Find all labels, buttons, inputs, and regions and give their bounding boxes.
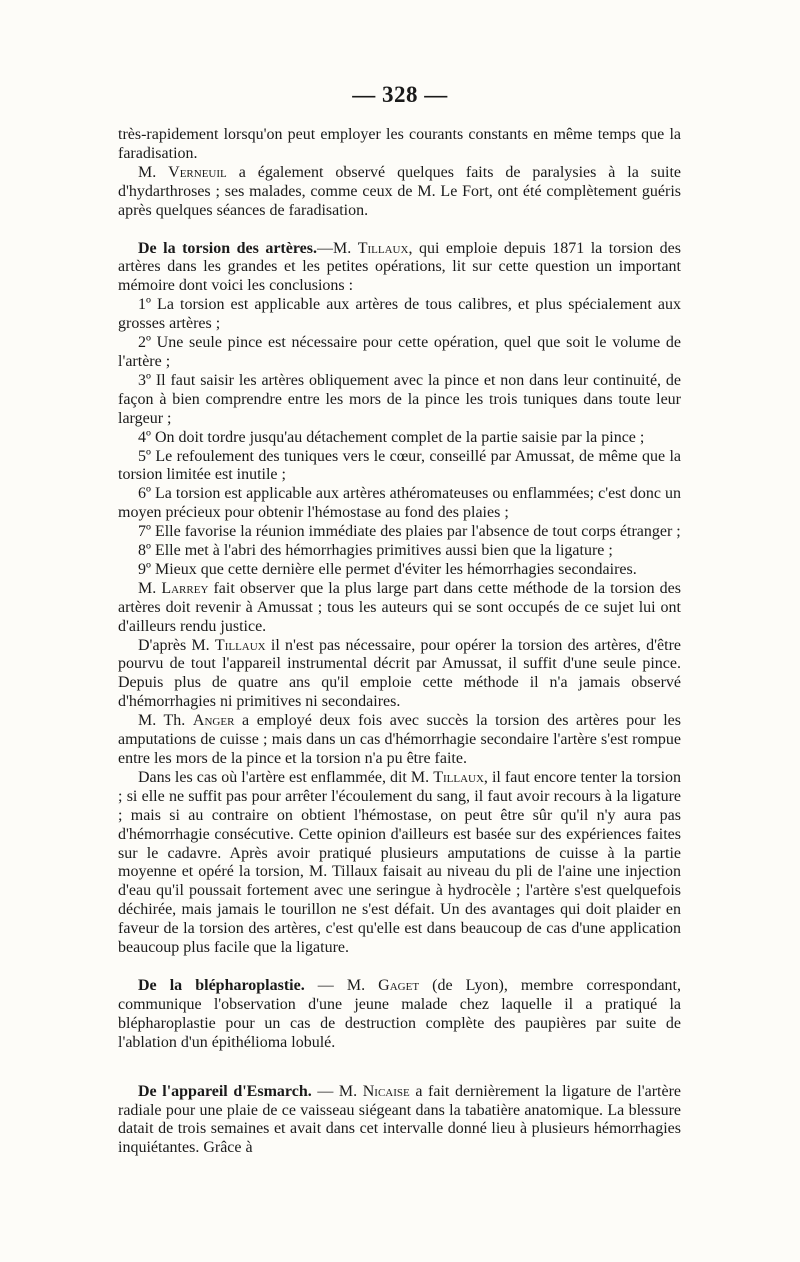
paragraph — [118, 523, 681, 542]
paragraph-text: , il faut encore tenter la torsion ; si elle ne suffit pas pour arrêter l'écoulement du sang, il faut avoir recours à la ligature ; mais si au contraire on obtient l'hémostase, on peut être sûr qu'il n'y aura pas d'hémorrhagie consécutive. Cette opinion d'ailleurs est basée sur des expériences faites sur le cadavre. Après avoir pratiqué plusieurs amputations de cuisse à la partie moyenne et opéré la torsion, M. Tillaux faisait au niveau du pli de l'aine une injection d'eau qu'il poussait fortement avec une seringue à hydrocèle ; l'artère s'est quelquefois déchirée, mais jamais le tourillon ne s'est défait. Un des avantages qui doit plaider en faveur de la torsion des artères, c'est qu'elle est dans beaucoup de cas d'une application beaucoup plus facile que la ligature. — [118, 768, 682, 957]
paragraph-text: 7º Elle favorise la réunion immédiate des plaies par l'absence de tout corps étranger ; — [138, 523, 681, 541]
paragraph-text: fait observer que la plus large part dans cette méthode de la torsion des artères doit revenir à Amussat ; tous les auteurs qui se sont occupés de ce sujet lui ont d'ailleurs rendu justice. — [118, 579, 682, 635]
author-name: Tillaux — [214, 636, 266, 654]
paragraph-text: 9º Mieux que cette dernière elle permet d'éviter les hémorrhagies secondaires. — [138, 560, 637, 578]
paragraph — [118, 637, 681, 713]
paragraph — [118, 429, 681, 448]
paragraph — [118, 296, 681, 334]
paragraph-text: a fait dernièrement la ligature de l'artère radiale pour une plaie de ce vaisseau siégeant dans la tabatière anatomique. La blessure datait de trois semaines et avait dans cet intervalle donné lieu à plusieurs hémorrhagies inquiétantes. Grâce à — [118, 1082, 681, 1157]
author-name: Tillaux — [433, 768, 484, 786]
paragraph — [118, 164, 681, 221]
paragraph-text: D'après M. — [138, 636, 215, 654]
paragraph-text: — M. — [311, 1082, 363, 1100]
paragraph — [118, 542, 681, 561]
author-name: Nicaise — [362, 1082, 410, 1100]
paragraph-text: a employé deux fois avec succès la torsion des artères pour les amputations de cuisse ; mais dans un cas d'hémorrhagie secondaire l'artère s'est rompue entre les mors de la pince et la torsion n'a pu être faite. — [118, 712, 681, 767]
page-number: — 328 — — [352, 82, 448, 107]
paragraph-text: 1º La torsion est applicable aux artères de tous calibres, et plus spécialement aux grosses artères ; — [118, 296, 681, 333]
paragraph-text: 4º On doit tordre jusqu'au détachement complet de la partie saisie par la pince ; — [138, 428, 645, 446]
paragraph — [118, 485, 681, 523]
paragraph — [118, 334, 681, 372]
section-gap — [118, 221, 681, 240]
author-name: Anger — [192, 712, 235, 730]
paragraph-text: M. Th. — [138, 712, 193, 730]
paragraph-text: M. — [138, 579, 162, 597]
paragraph-text: très-rapidement lorsqu'on peut employer les courants constants en même temps que la faradisation. — [118, 126, 681, 162]
paragraph — [118, 769, 681, 958]
paragraph — [118, 580, 681, 637]
paragraph — [118, 1083, 681, 1159]
author-name: Larrey — [161, 579, 209, 597]
paragraph — [118, 372, 681, 429]
paragraph — [118, 977, 681, 1053]
paragraph — [118, 561, 681, 580]
paragraph-text: il n'est pas nécessaire, pour opérer la torsion des artères, d'être pourvu de tout l'appareil instrumental décrit par Amussat, il suffit d'une seule pince. Depuis plus de quatre ans qu'il emploie cette méthode il n'a jamais observé d'hémorrhagies ni primitives ni secondaires. — [118, 636, 681, 711]
paragraph-text: Dans les cas où l'artère est enflammée, dit M. — [138, 768, 434, 786]
paragraph — [118, 240, 681, 297]
page-body — [118, 126, 681, 1158]
section-gap — [118, 958, 681, 977]
section-gap — [118, 1053, 681, 1083]
author-name: Verneuil — [168, 163, 227, 181]
author-name: Gaget — [378, 976, 420, 994]
section-heading: De la torsion des artères. — [138, 239, 317, 257]
author-name: Tillaux — [357, 239, 409, 257]
paragraph-text: —M. — [317, 239, 358, 257]
paragraph — [118, 712, 681, 769]
paragraph-text: 8º Elle met à l'abri des hémorrhagies primitives aussi bien que la ligature ; — [138, 542, 613, 560]
paragraph-text: a également observé quelques faits de paralysies à la suite d'hydarthroses ; ses malades, comme ceux de M. Le Fort, ont été complètement guéris après quelques séances de faradisation. — [118, 163, 681, 219]
section-heading: De la blépharoplastie. — [138, 976, 305, 994]
paragraph-text: 3º Il faut saisir les artères obliquement avec la pince et non dans leur continuité, de façon à bien comprendre entre les mors de la pince les trois tuniques dans toute leur largeur ; — [118, 371, 681, 427]
paragraph — [118, 448, 681, 486]
section-heading: De l'appareil d'Esmarch. — [138, 1082, 312, 1100]
paragraph-text: 2º Une seule pince est nécessaire pour cette opération, quel que soit le volume de l'artère ; — [118, 334, 681, 370]
paragraph-text: — M. — [304, 976, 379, 994]
paragraph-text: 5º Le refoulement des tuniques vers le cœur, conseillé par Amussat, de même que la torsion limitée est inutile ; — [118, 447, 681, 484]
paragraph — [118, 126, 681, 164]
paragraph-text: , qui emploie depuis 1871 la torsion des artères dans les grandes et les petites opérations, lit sur cette question un important mémoire dont voici les conclusions : — [118, 239, 682, 295]
paragraph-text: M. — [138, 163, 169, 181]
paragraph-text: (de Lyon), membre correspondant, communique l'observation d'une jeune malade chez laquelle il a pratiqué la blépharoplastie pour un cas de destruction complète des paupières par suite de l'ablation d'un épithélioma lobulé. — [118, 976, 681, 1051]
paragraph-text: 6º La torsion est applicable aux artères athéromateuses ou enflammées; c'est donc un moyen précieux pour obtenir l'hémostase au fond des plaies ; — [118, 485, 681, 522]
